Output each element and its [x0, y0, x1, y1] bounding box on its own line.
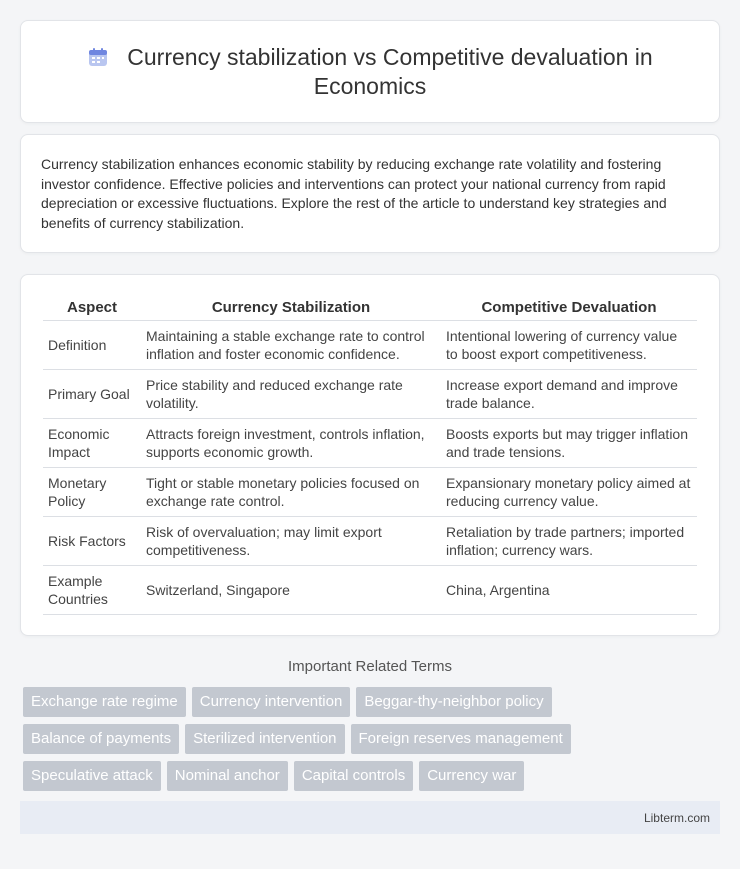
page-title [61, 43, 679, 101]
row-aspect: Definition [43, 321, 141, 370]
intro-text: Currency stabilization enhances economic stability by reducing exchange rate volatility and fostering investor confidence. Effective policies and interventions can protect your national currency from rapid depreciation or excessive fluctuations. Explore the rest of the article to understand key strategies and benefits of currency stabilization. [41, 156, 667, 231]
header-card [20, 20, 720, 123]
row-stabilization: Tight or stable monetary policies focused on exchange rate control. [141, 468, 441, 517]
row-stabilization: Price stability and reduced exchange rate volatility. [141, 370, 441, 419]
tag-row [23, 761, 717, 791]
table-row [43, 517, 697, 566]
row-aspect: Economic Impact [43, 419, 141, 468]
term-tag[interactable]: Speculative attack [23, 761, 161, 791]
tag-row [23, 724, 717, 754]
row-aspect: Primary Goal [43, 370, 141, 419]
term-tag[interactable]: Exchange rate regime [23, 687, 186, 717]
row-aspect: Risk Factors [43, 517, 141, 566]
term-tag[interactable]: Currency intervention [192, 687, 351, 717]
intro-card [20, 134, 720, 253]
row-devaluation: Intentional lowering of currency value to boost export competitiveness. [441, 321, 697, 370]
comparison-table [43, 295, 697, 615]
header-currency-stabilization: Currency Stabilization [141, 295, 441, 321]
row-devaluation: Increase export demand and improve trade balance. [441, 370, 697, 419]
row-devaluation: Expansionary monetary policy aimed at reducing currency value. [441, 468, 697, 517]
table-header-row [43, 295, 697, 321]
row-stabilization: Switzerland, Singapore [141, 566, 441, 615]
tag-row [23, 687, 717, 717]
related-terms-title: Important Related Terms [288, 658, 452, 675]
table-row [43, 468, 697, 517]
term-tag[interactable]: Beggar-thy-neighbor policy [356, 687, 551, 717]
header-competitive-devaluation: Competitive Devaluation [441, 295, 697, 321]
calendar-icon [87, 46, 109, 68]
term-tag[interactable]: Balance of payments [23, 724, 179, 754]
row-stabilization: Attracts foreign investment, controls inflation, supports economic growth. [141, 419, 441, 468]
table-row [43, 321, 697, 370]
row-devaluation: Retaliation by trade partners; imported inflation; currency wars. [441, 517, 697, 566]
page-title-text: Currency stabilization vs Competitive devaluation in Economics [127, 43, 653, 99]
related-terms-list [20, 687, 720, 791]
table-row [43, 370, 697, 419]
row-devaluation: Boosts exports but may trigger inflation and trade tensions. [441, 419, 697, 468]
table-row [43, 419, 697, 468]
footer-site-link[interactable]: Libterm.com [643, 810, 710, 825]
term-tag[interactable]: Nominal anchor [167, 761, 288, 791]
header-aspect: Aspect [43, 295, 141, 321]
term-tag[interactable]: Currency war [419, 761, 524, 791]
row-stabilization: Risk of overvaluation; may limit export competitiveness. [141, 517, 441, 566]
row-aspect: Example Countries [43, 566, 141, 615]
term-tag[interactable]: Capital controls [294, 761, 413, 791]
comparison-table-card [20, 274, 720, 636]
term-tag[interactable]: Foreign reserves management [351, 724, 571, 754]
table-row [43, 566, 697, 615]
row-aspect: Monetary Policy [43, 468, 141, 517]
row-devaluation: China, Argentina [441, 566, 697, 615]
term-tag[interactable]: Sterilized intervention [185, 724, 344, 754]
footer [20, 801, 720, 834]
row-stabilization: Maintaining a stable exchange rate to control inflation and foster economic confidence. [141, 321, 441, 370]
